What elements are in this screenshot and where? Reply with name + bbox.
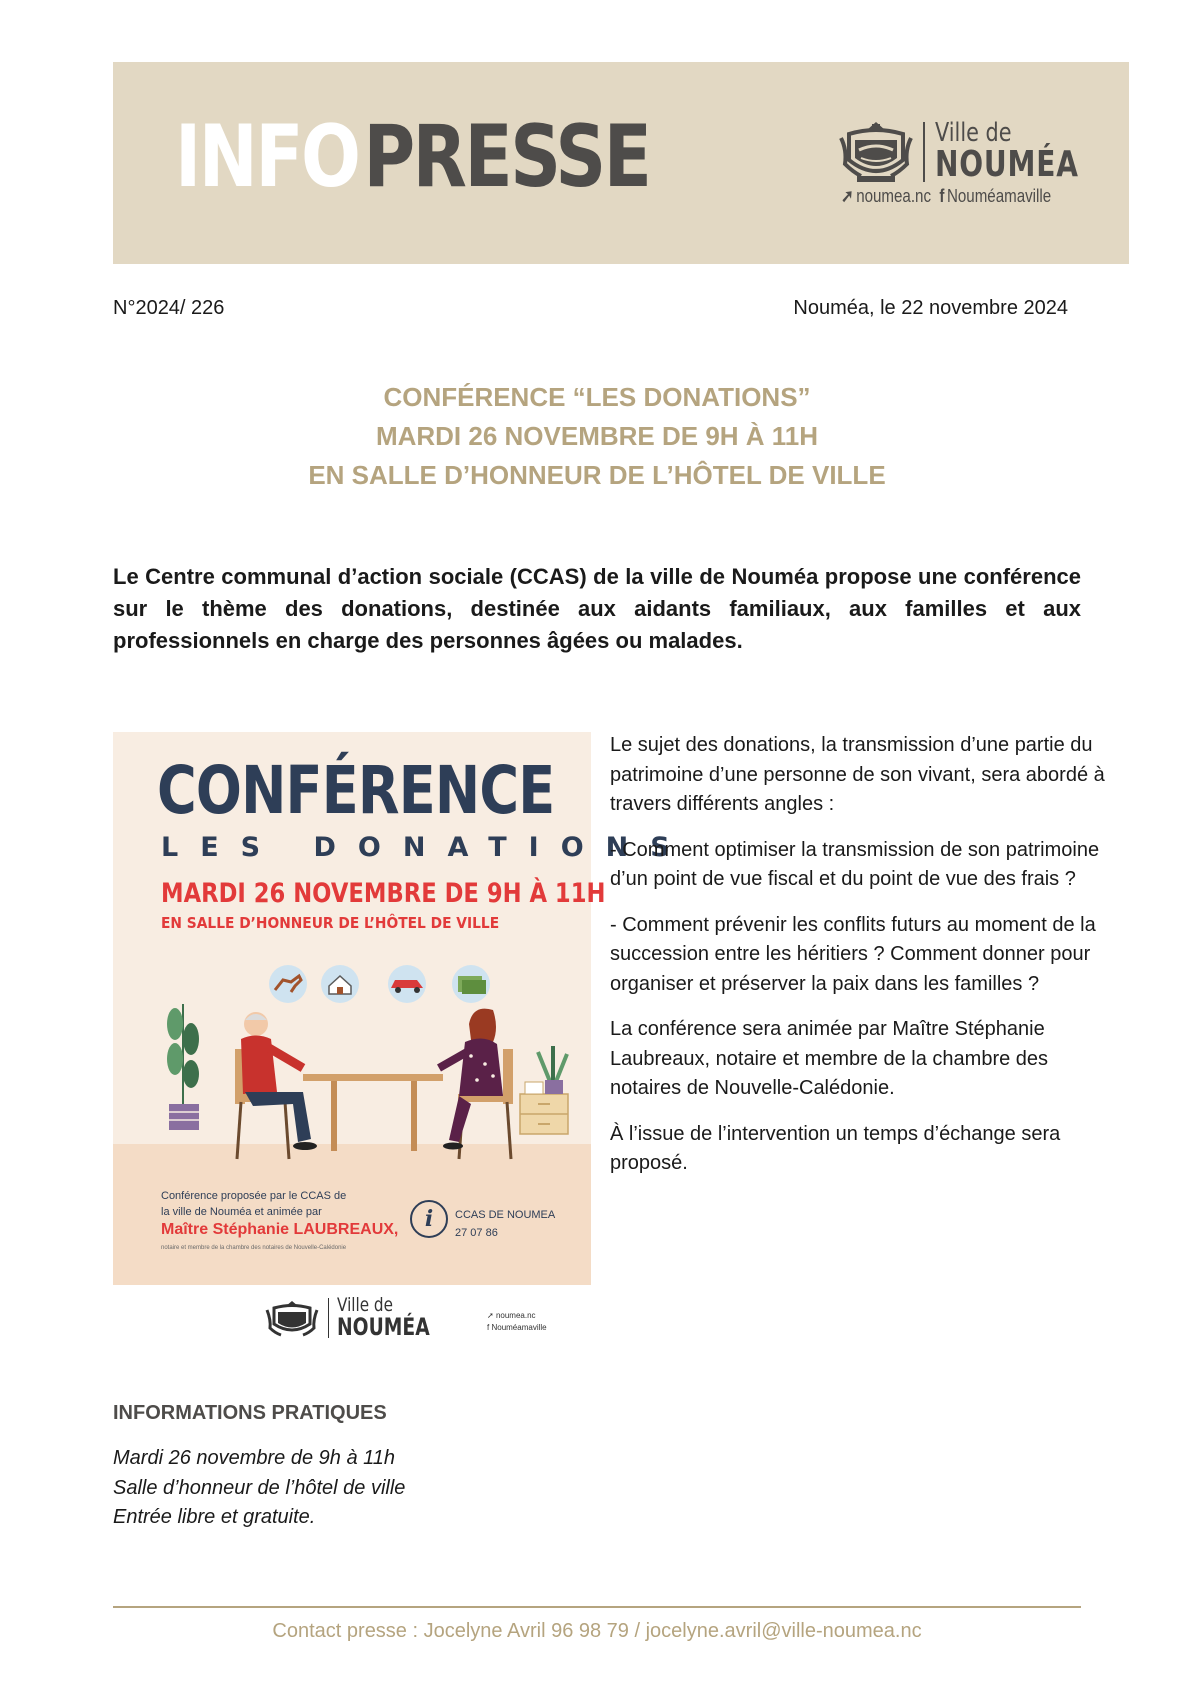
facebook-link[interactable]: Nouméamaville xyxy=(946,186,1052,206)
body-paragraph: La conférence sera animée par Maître Stéphanie Laubreaux, notaire et membre de la chambre des notaires de Nouvelle-Calédonie. xyxy=(610,1018,1049,1099)
small-arrow-icon: ➚ xyxy=(487,1311,494,1320)
info-line-place: Salle d’honneur de l’hôtel de ville xyxy=(113,1476,406,1499)
poster-subheading: LES DONATIONS xyxy=(161,832,692,863)
bubble-horse-icon xyxy=(269,965,307,1003)
title-line-2: MARDI 26 NOVEMBRE DE 9H À 11H xyxy=(375,421,819,451)
poster-illustration xyxy=(153,964,573,1169)
document-title xyxy=(113,378,1081,495)
small-social-links xyxy=(487,1310,547,1334)
poster-place: EN SALLE D’HONNEUR DE L’HÔTEL DE VILLE xyxy=(161,914,500,932)
footer-divider xyxy=(113,1606,1081,1608)
facebook-icon: f xyxy=(939,186,945,206)
logo-separator xyxy=(923,122,925,182)
poster-date: MARDI 26 NOVEMBRE DE 9H À 11H xyxy=(161,878,606,909)
city-crest-icon xyxy=(839,120,913,186)
ville-de-noumea-logo xyxy=(839,118,1079,210)
small-city-big-text: NOUMÉA xyxy=(337,1313,430,1341)
body-text xyxy=(610,731,1115,1195)
brand-dark-text: PRESSE xyxy=(363,107,650,207)
lead-paragraph: Le Centre communal d’action sociale (CCAS) de la ville de Nouméa propose une conférence sur le thème des donations, destinée aux aidants familiaux, aux familles et aux professionnels en charge des personnes âgées ou malades. xyxy=(113,564,1081,653)
arrow-icon: ➚ xyxy=(841,186,854,206)
credit-role: notaire et membre de la chambre des notaires de Nouvelle-Calédonie xyxy=(161,1245,347,1251)
body-paragraph: À l’issue de l’intervention un temps d’échange sera proposé. xyxy=(610,1122,1061,1174)
poster-heading: CONFÉRENCE xyxy=(157,752,555,829)
bubble-money-icon xyxy=(452,965,490,1003)
press-release-number: N°2024/ 226 xyxy=(113,297,225,319)
body-paragraph: - Comment optimiser la transmission de son patrimoine d’un point de vue fiscal et du point de vue des frais ? xyxy=(610,838,1100,890)
title-line-3: EN SALLE D’HONNEUR DE L’HÔTEL DE VILLE xyxy=(308,460,886,490)
city-social-links xyxy=(841,186,1051,207)
contact-name: CCAS DE NOUMEA xyxy=(455,1209,556,1221)
brand-light-text: INFO xyxy=(175,107,359,207)
plant-left-icon xyxy=(167,1004,199,1130)
info-presse-wordmark xyxy=(175,107,650,207)
title-line-1: CONFÉRENCE “LES DONATIONS” xyxy=(383,382,811,412)
poster-footer-logo xyxy=(265,1294,565,1342)
small-facebook-icon: f xyxy=(487,1323,490,1332)
practical-info-heading: INFORMATIONS PRATIQUES xyxy=(113,1402,387,1424)
city-big-text: NOUMÉA xyxy=(935,144,1079,185)
small-crest-icon xyxy=(265,1300,319,1338)
press-contact: Contact presse : Jocelyne Avril 96 98 79 / jocelyne.avril@ville-noumea.nc xyxy=(272,1620,922,1642)
city-small-text: Ville de xyxy=(935,118,1012,148)
bubble-house-icon xyxy=(321,965,359,1003)
practical-info-lines xyxy=(113,1444,405,1533)
info-line-entry: Entrée libre et gratuite. xyxy=(113,1506,316,1528)
press-release-date: Nouméa, le 22 novembre 2024 xyxy=(793,297,1068,319)
contact-phone: 27 07 86 xyxy=(455,1227,498,1239)
body-paragraph: - Comment prévenir les conflits futurs au moment de la succession entre les héritiers ? Comment donner pour organiser et préserver la paix dans les familles ? xyxy=(610,913,1096,995)
credit-line-2: la ville de Nouméa et animée par xyxy=(161,1206,322,1218)
header-banner xyxy=(113,62,1129,264)
small-facebook-link[interactable]: Nouméamaville xyxy=(491,1323,547,1332)
small-logo-separator xyxy=(328,1298,329,1338)
body-paragraph: Le sujet des donations, la transmission d’une partie du patrimoine d’une personne de son vivant, sera abordé à travers différents angles : xyxy=(610,734,1105,815)
poster-credit xyxy=(161,1188,398,1256)
bubble-car-icon xyxy=(388,965,426,1003)
credit-line-1: Conférence proposée par le CCAS de xyxy=(161,1190,347,1202)
small-website-link[interactable]: noumea.nc xyxy=(495,1311,536,1320)
info-icon: i xyxy=(410,1200,448,1238)
small-city-small-text: Ville de xyxy=(337,1294,393,1316)
website-link[interactable]: noumea.nc xyxy=(856,186,932,206)
poster-contact xyxy=(455,1206,555,1242)
conference-poster xyxy=(113,732,692,1285)
woman-figure xyxy=(439,1009,503,1150)
info-line-date: Mardi 26 novembre de 9h à 11h xyxy=(113,1447,396,1469)
credit-name: Maître Stéphanie LAUBREAUX, xyxy=(161,1221,399,1238)
